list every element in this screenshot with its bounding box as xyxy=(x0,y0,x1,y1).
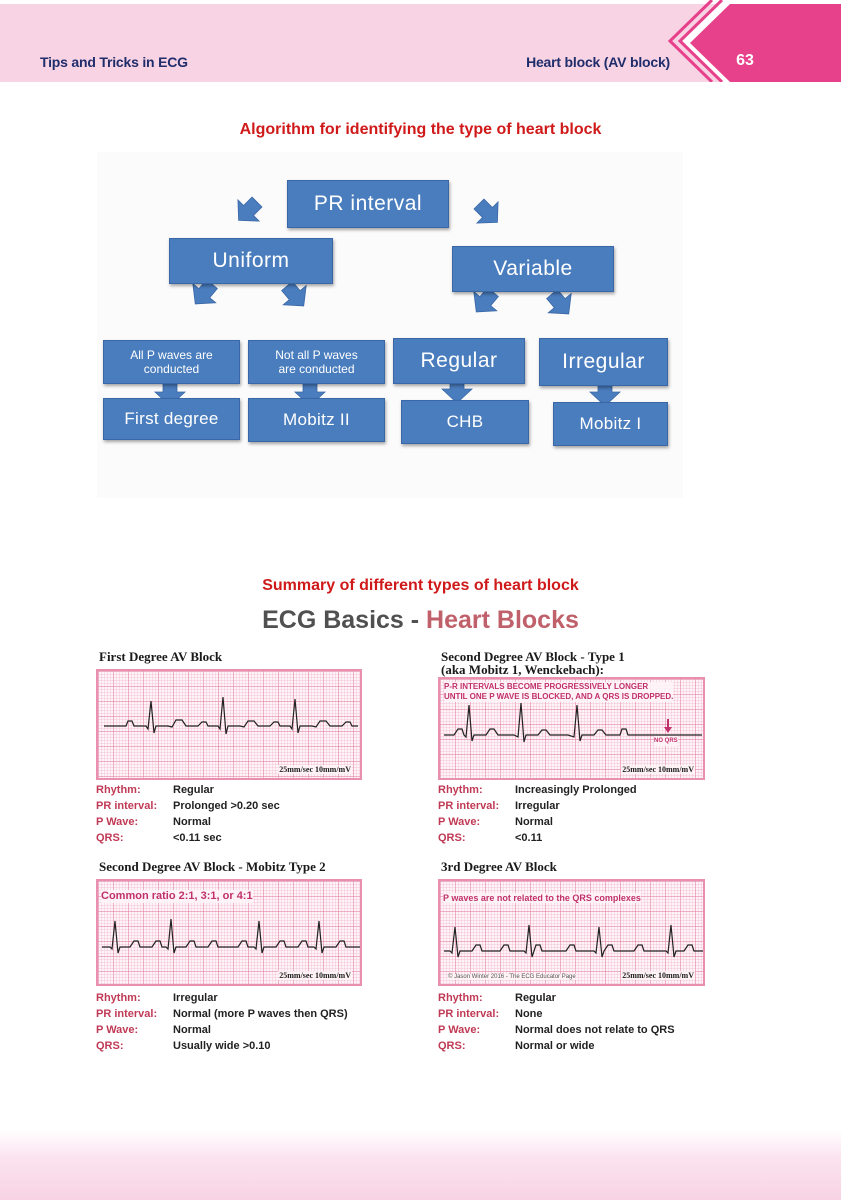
mobitz1-title-line1: Second Degree AV Block - Type 1 xyxy=(441,649,625,664)
mobitz2-strip xyxy=(96,879,362,986)
info-row xyxy=(438,830,637,846)
info-row xyxy=(438,814,637,830)
info-row xyxy=(96,1006,348,1022)
box-not-all-line1: Not all P waves xyxy=(275,348,358,362)
info-row xyxy=(96,830,280,846)
mobitz1-note xyxy=(444,682,673,702)
info-row xyxy=(96,798,280,814)
third-degree-info xyxy=(438,990,675,1054)
info-key: QRS: xyxy=(438,1040,466,1052)
info-value: Regular xyxy=(515,992,556,1004)
mobitz1-strip xyxy=(438,677,705,780)
info-key: PR interval: xyxy=(438,1008,500,1020)
info-key: P Wave: xyxy=(438,1024,481,1036)
mobitz1-speed: 25mm/sec 10mm/mV xyxy=(622,765,694,774)
box-all-p-line1: All P waves are xyxy=(130,348,213,362)
third-degree-strip xyxy=(438,879,705,986)
info-row xyxy=(96,1022,348,1038)
book-title: Tips and Tricks in ECG xyxy=(40,54,188,70)
info-key: PR interval: xyxy=(96,1008,158,1020)
copyright-text: © Jason Winter 2016 - The ECG Educator Page xyxy=(448,974,576,980)
first-degree-info xyxy=(96,782,280,846)
info-key: QRS: xyxy=(96,1040,124,1052)
info-value: Normal does not relate to QRS xyxy=(515,1024,675,1036)
info-value: Irregular xyxy=(515,800,560,812)
info-value: Irregular xyxy=(173,992,218,1004)
info-key: P Wave: xyxy=(96,1024,139,1036)
info-key: QRS: xyxy=(96,832,124,844)
info-row xyxy=(438,1022,675,1038)
info-key: PR interval: xyxy=(96,800,158,812)
page-header xyxy=(0,0,841,82)
info-row xyxy=(96,782,280,798)
info-value: <0.11 sec xyxy=(173,832,222,844)
mobitz2-title: Second Degree AV Block - Mobitz Type 2 xyxy=(99,859,326,874)
box-not-all-p-conducted xyxy=(248,340,385,384)
info-value: Prolonged >0.20 sec xyxy=(173,800,280,812)
info-row xyxy=(96,1038,348,1054)
arrow-pr-to-variable xyxy=(468,193,508,233)
third-degree-note: P waves are not related to the QRS complexes xyxy=(443,893,641,903)
mobitz1-title xyxy=(441,650,625,676)
info-key: Rhythm: xyxy=(438,784,483,796)
info-key: Rhythm: xyxy=(96,784,141,796)
info-row xyxy=(96,990,348,1006)
info-row xyxy=(438,1006,675,1022)
mobitz2-speed: 25mm/sec 10mm/mV xyxy=(279,971,351,980)
box-regular: Regular xyxy=(393,338,525,384)
ecg-basics-banner xyxy=(0,606,841,635)
first-degree-strip xyxy=(96,669,362,780)
info-row xyxy=(438,990,675,1006)
info-value: Normal xyxy=(173,1024,211,1036)
algorithm-flowchart xyxy=(97,152,683,498)
banner-part2: Heart Blocks xyxy=(426,606,579,634)
page-number: 63 xyxy=(736,52,754,69)
box-variable: Variable xyxy=(452,246,614,292)
mobitz1-note-line1: P-R INTERVALS BECOME PROGRESSIVELY LONGER xyxy=(444,682,649,691)
mobitz2-note: Common ratio 2:1, 3:1, or 4:1 xyxy=(101,890,253,902)
info-key: Rhythm: xyxy=(96,992,141,1004)
info-key: Rhythm: xyxy=(438,992,483,1004)
box-all-p-line2: conducted xyxy=(143,362,200,376)
info-value: Normal xyxy=(173,816,211,828)
no-qrs-label: NO QRS xyxy=(654,738,678,744)
info-key: P Wave: xyxy=(438,816,481,828)
mobitz1-title-line2: (aka Mobitz 1, Wenckebach): xyxy=(441,662,604,677)
first-degree-speed: 25mm/sec 10mm/mV xyxy=(279,765,351,774)
box-uniform: Uniform xyxy=(169,238,333,284)
info-value: Usually wide >0.10 xyxy=(173,1040,271,1052)
info-row xyxy=(96,814,280,830)
box-first-degree: First degree xyxy=(103,398,240,440)
box-all-p-conducted xyxy=(103,340,240,384)
first-degree-trace xyxy=(98,671,362,780)
arrow-pr-to-uniform xyxy=(228,191,268,231)
info-key: QRS: xyxy=(438,832,466,844)
mobitz1-note-line2: UNTIL ONE P WAVE IS BLOCKED, AND A QRS IS DROPPED. xyxy=(444,692,674,701)
box-irregular: Irregular xyxy=(539,338,668,386)
page-footer-band xyxy=(0,1130,841,1200)
box-pr-interval: PR interval xyxy=(287,180,449,228)
algorithm-title: Algorithm for identifying the type of heart block xyxy=(239,121,602,138)
info-value: Increasingly Prolonged xyxy=(515,784,637,796)
info-row xyxy=(438,782,637,798)
info-value: None xyxy=(515,1008,543,1020)
info-key: P Wave: xyxy=(96,816,139,828)
box-mobitz-ii: Mobitz II xyxy=(248,398,385,442)
third-degree-title: 3rd Degree AV Block xyxy=(441,859,557,874)
summary-title: Summary of different types of heart block xyxy=(262,577,579,594)
info-row xyxy=(438,1038,675,1054)
info-value: <0.11 xyxy=(515,832,543,844)
info-row xyxy=(438,798,637,814)
mobitz1-info xyxy=(438,782,637,846)
box-chb: CHB xyxy=(401,400,529,444)
info-key: PR interval: xyxy=(438,800,500,812)
first-degree-title: First Degree AV Block xyxy=(99,649,223,664)
chapter-title: Heart block (AV block) xyxy=(526,54,670,70)
info-value: Normal or wide xyxy=(515,1040,595,1052)
banner-part1: ECG Basics - xyxy=(262,606,427,634)
box-not-all-line2: are conducted xyxy=(278,362,355,376)
mobitz2-info xyxy=(96,990,348,1054)
third-degree-speed: 25mm/sec 10mm/mV xyxy=(622,971,694,980)
box-mobitz-i: Mobitz I xyxy=(553,402,668,446)
info-value: Regular xyxy=(173,784,214,796)
info-value: Normal xyxy=(515,816,553,828)
info-value: Normal (more P waves then QRS) xyxy=(173,1008,348,1020)
